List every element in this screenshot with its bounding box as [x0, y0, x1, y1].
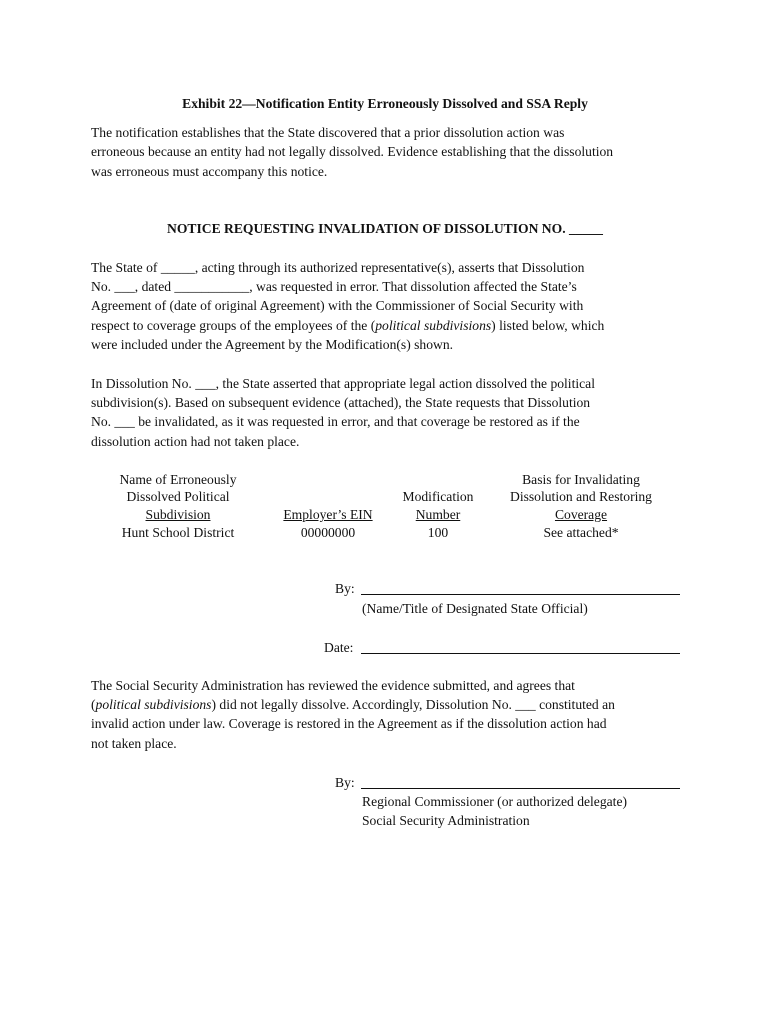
- table-header-line: Basis for Invalidating: [522, 472, 640, 487]
- table-header-line: Dissolved Political: [126, 489, 230, 504]
- table-header-line: Name of Erroneously: [119, 472, 237, 487]
- paragraph-line: invalid action under law. Coverage is restored in the Agreement as if the dissolution action had: [91, 716, 607, 731]
- paragraph-text: ) listed below, which: [491, 318, 605, 333]
- paragraph-line: dissolution action had not taken place.: [91, 434, 300, 449]
- paragraph-text: (: [91, 697, 96, 712]
- paragraph-line: subdivision(s). Based on subsequent evidence (attached), the State requests that Dissolution: [91, 395, 591, 410]
- date-label: Date:: [324, 640, 354, 655]
- table-cell: 00000000: [300, 525, 356, 540]
- intro-line: The notification establishes that the State discovered that a prior dissolution action was: [91, 125, 565, 140]
- italic-term: political subdivisions: [375, 318, 492, 333]
- date-line: [361, 653, 680, 654]
- paragraph-line: The Social Security Administration has reviewed the evidence submitted, and agrees that: [91, 678, 575, 693]
- intro-line: erroneous because an entity had not legally dissolved. Evidence establishing that the dissolution: [91, 144, 614, 159]
- signature-caption: Social Security Administration: [362, 813, 530, 828]
- notice-heading: NOTICE REQUESTING INVALIDATION OF DISSOLUTION NO. _____: [167, 221, 603, 236]
- by-label: By:: [335, 581, 355, 596]
- table-header-line: Employer’s EIN: [283, 507, 373, 522]
- table-header-line: Coverage: [554, 507, 608, 522]
- paragraph-line: The State of _____, acting through its authorized representative(s), asserts that Dissolution: [91, 260, 585, 275]
- paragraph-line: In Dissolution No. ___, the State asserted that appropriate legal action dissolved the political: [91, 376, 595, 391]
- table-cell: Hunt School District: [121, 525, 235, 540]
- signature-line: [361, 594, 680, 595]
- paragraph-line: [91, 316, 604, 335]
- by-label: By:: [335, 775, 355, 790]
- signature-caption: (Name/Title of Designated State Official): [362, 601, 588, 616]
- paragraph-line: not taken place.: [91, 736, 177, 751]
- paragraph-line: [91, 695, 615, 714]
- table-cell: 100: [427, 525, 449, 540]
- paragraph-text: ) did not legally dissolve. Accordingly, Dissolution No. ___ constituted an: [211, 697, 615, 712]
- table-header-line: Subdivision: [145, 507, 211, 522]
- paragraph-text: respect to coverage groups of the employees of the (: [91, 318, 376, 333]
- italic-term: political subdivisions: [95, 697, 212, 712]
- paragraph-line: No. ___ be invalidated, as it was requested in error, and that coverage be restored as if the: [91, 414, 580, 429]
- paragraph-line: No. ___, dated ___________, was requested in error. That dissolution affected the State’s: [91, 279, 577, 294]
- signature-caption: Regional Commissioner (or authorized delegate): [362, 794, 627, 809]
- paragraph-line: Agreement of (date of original Agreement) with the Commissioner of Social Security with: [91, 298, 584, 313]
- paragraph-line: were included under the Agreement by the Modification(s) shown.: [91, 337, 454, 352]
- table-header-line: Dissolution and Restoring: [510, 489, 652, 504]
- intro-line: was erroneous must accompany this notice.: [91, 164, 328, 179]
- table-cell: See attached*: [543, 525, 619, 540]
- signature-line: [361, 788, 680, 789]
- exhibit-title: Exhibit 22—Notification Entity Erroneously Dissolved and SSA Reply: [182, 96, 588, 111]
- table-header-line: Number: [415, 507, 461, 522]
- table-header-line: Modification: [402, 489, 474, 504]
